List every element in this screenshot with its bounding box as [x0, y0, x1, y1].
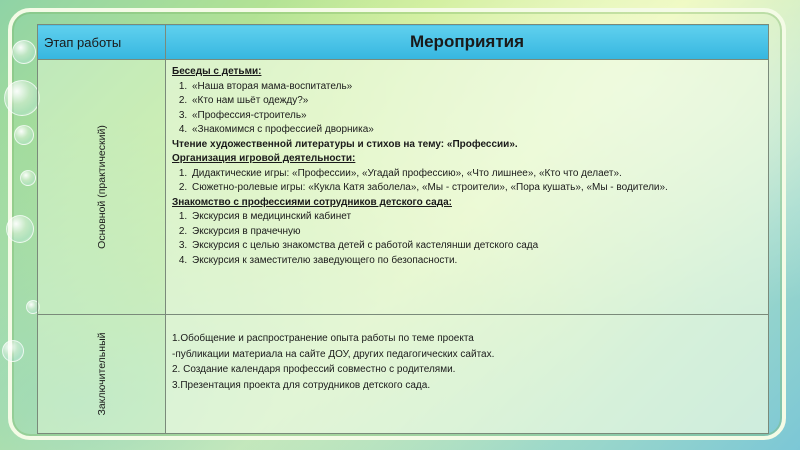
decorative-bubble — [12, 40, 36, 64]
games-list — [172, 167, 762, 196]
stage-cell-main — [38, 60, 166, 315]
final-line: 2. Создание календаря профессий совместно с родителями. — [172, 364, 456, 375]
list-item: 3. Экскурсия с целью знакомства детей с работой кастелянши детского сада — [190, 239, 762, 254]
list-item: 2. Сюжетно-ролевые игры: «Кукла Катя заболела», «Мы - строители», «Пора кушать», «Мы - водители». — [190, 181, 762, 196]
list-item: 1. Экскурсия в медицинский кабинет — [190, 210, 762, 225]
list-item: 2. «Кто нам шьёт одежду?» — [190, 94, 762, 109]
list-item: 4. «Знакомимся с профессией дворника» — [190, 123, 762, 138]
events-cell-final — [166, 315, 769, 434]
stage-label-final: Заключительный — [95, 332, 108, 416]
decorative-bubble — [2, 340, 24, 362]
list-item: 3. «Профессия-строитель» — [190, 109, 762, 124]
final-line: 3.Презентация проекта для сотрудников детского сада. — [172, 379, 431, 391]
talks-list — [172, 80, 762, 138]
list-item: 1. Дидактические игры: «Профессии», «Угадай профессию», «Что лишнее», «Кто что делает». — [190, 167, 762, 182]
stage-cell-final — [38, 315, 166, 434]
staff-list — [172, 210, 762, 268]
decorative-bubble — [14, 125, 34, 145]
list-item: 2. Экскурсия в прачечную — [190, 225, 762, 240]
final-line: -публикации материала на сайте ДОУ, других педагогических сайтах. — [172, 348, 495, 360]
header-stage: Этап работы — [38, 25, 166, 60]
header-events: Мероприятия — [166, 25, 769, 60]
decorative-bubble — [4, 80, 40, 116]
list-item: 4. Экскурсия к заместителю заведующего по безопасности. — [190, 254, 762, 269]
final-line: 1.Обобщение и распространение опыта работы по теме проекта — [172, 333, 474, 344]
stage-label-main: Основной (практический) — [95, 125, 108, 249]
stages-table — [37, 24, 769, 434]
decorative-bubble — [20, 170, 36, 186]
reading-heading: Чтение художественной литературы и стихов на тему: «Профессии». — [172, 138, 518, 150]
events-cell-main — [166, 60, 769, 315]
decorative-bubble — [6, 215, 34, 243]
staff-heading: Знакомство с профессиями сотрудников детского сада: — [172, 196, 452, 208]
talks-heading: Беседы с детьми: — [172, 66, 262, 77]
games-heading: Организация игровой деятельности: — [172, 153, 356, 164]
list-item: 1. «Наша вторая мама-воспитатель» — [190, 80, 762, 95]
